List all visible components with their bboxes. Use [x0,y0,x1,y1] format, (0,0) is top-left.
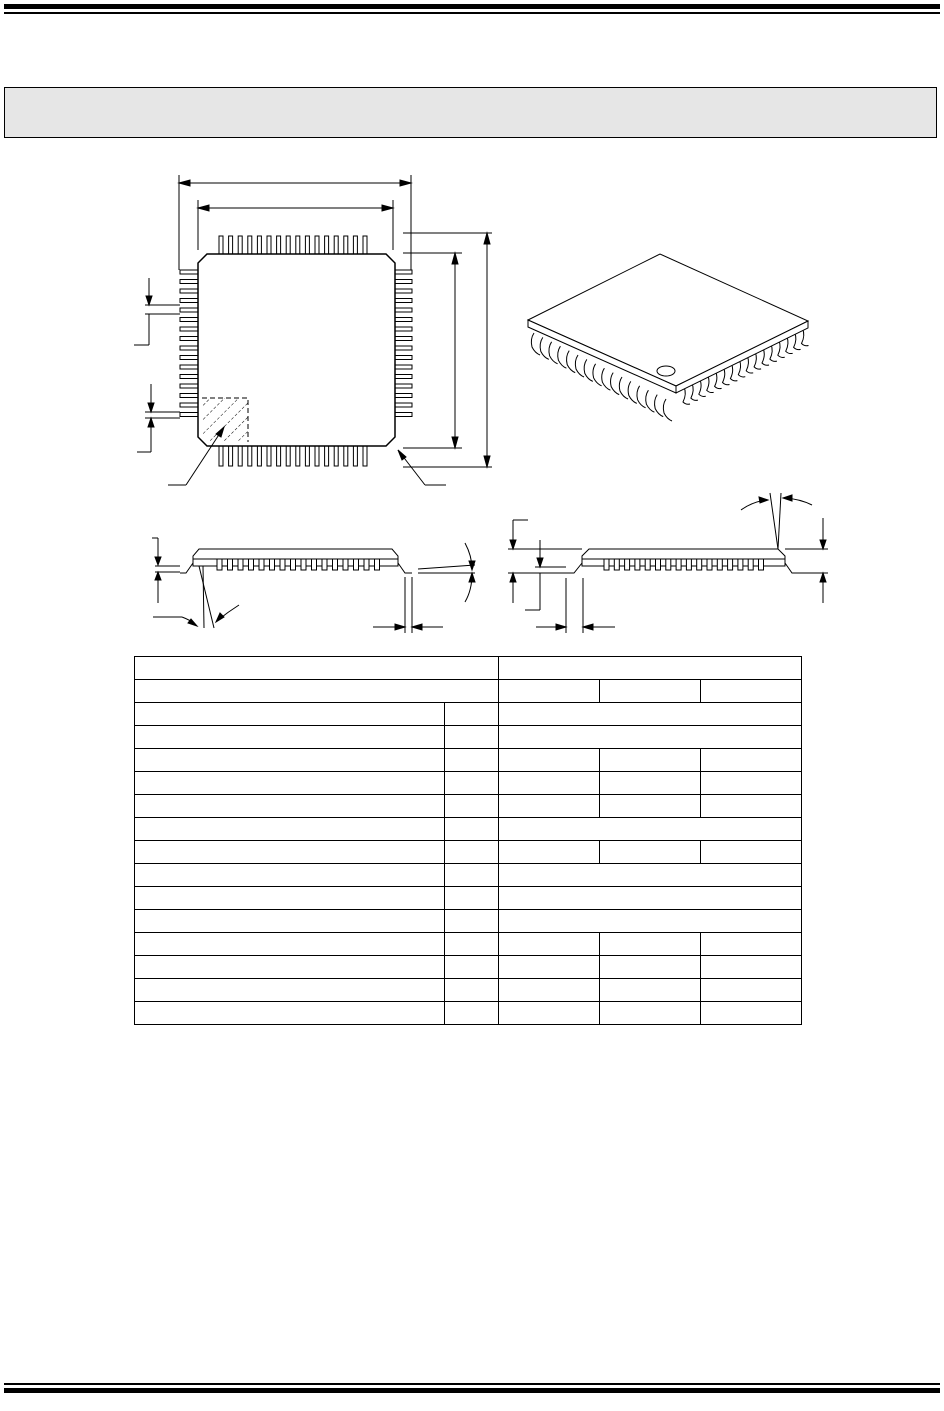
lead [645,559,650,570]
lead [558,346,567,368]
lead [180,327,198,331]
table-row [135,910,802,933]
dimension-name-cell [135,772,445,795]
top-view-leads-top [219,236,367,254]
lead [363,446,367,466]
lead [267,446,271,466]
lead [286,236,290,254]
lead [738,559,743,570]
lead [614,559,619,570]
lead [315,446,319,466]
lead [325,236,329,254]
table-row [135,703,802,726]
lead [180,394,198,398]
lead [333,559,338,570]
dimension-symbol-cell [445,956,499,979]
lead [180,318,198,322]
dimension-name-cell [135,795,445,818]
lead [353,446,357,466]
lead [531,333,540,355]
lead [280,559,285,570]
dimension-symbol-cell [445,818,499,841]
lead [395,289,412,293]
lead [635,559,640,570]
dimension-max-cell [701,749,802,772]
lead [343,559,348,570]
dimension-value-cell [499,864,802,887]
lead [286,446,290,466]
dimension-nom-cell [600,772,701,795]
lead [180,299,198,303]
dimension-value-cell [499,818,802,841]
lead [180,365,198,369]
lead [180,375,198,379]
dimension-nom-cell [600,1002,701,1025]
dimension-value-cell [499,910,802,933]
lead [686,559,691,570]
lead [296,446,300,466]
dimension-name-cell [135,864,445,887]
lead [395,299,412,303]
table-header-row-1 [135,657,802,680]
lead [180,403,198,407]
lead [334,446,338,466]
top-view-leads-right [395,270,412,417]
lead [395,280,412,284]
lead [248,446,252,466]
dimension-min-cell [499,933,600,956]
dimension-symbol-cell [445,910,499,933]
lead [697,559,702,570]
table-row [135,864,802,887]
table-header-row-2 [135,680,802,703]
lead [180,413,198,417]
dimension-value-cell [499,887,802,910]
lead [395,394,412,398]
dimension-symbol-cell [445,864,499,887]
lead [312,559,317,570]
lead [395,375,412,379]
lead [305,446,309,466]
lead [296,236,300,254]
lead [395,356,412,360]
dimension-name-cell [135,887,445,910]
lead [646,390,655,412]
lead [248,236,252,254]
lead [354,559,359,570]
lead [602,368,611,390]
lead [219,446,223,466]
table-row [135,956,802,979]
dimension-symbol-cell [445,979,499,1002]
lead [395,403,412,407]
lead [180,384,198,388]
lead [728,559,733,570]
dimension-name-cell [135,910,445,933]
min-header [499,680,600,703]
lead [717,559,722,570]
lead [604,559,609,570]
lead [395,318,412,322]
lead [217,559,222,570]
lead [325,446,329,466]
table-row [135,933,802,956]
lead [395,270,412,274]
limits-label-cell [135,680,499,703]
lead [238,446,242,466]
dimension-symbol-cell [445,795,499,818]
max-header [701,680,802,703]
limits-header [499,657,802,680]
lead [748,559,753,570]
lead [363,236,367,254]
dimension-symbol-cell [445,841,499,864]
lead [395,327,412,331]
dimension-symbol-cell [445,749,499,772]
lead [707,559,712,570]
dimension-symbol-cell [445,726,499,749]
lead [334,236,338,254]
lead [238,559,243,570]
lead [619,377,628,399]
bottom-rule-thick [4,1388,940,1393]
lead [395,308,412,312]
lead [344,446,348,466]
dimension-symbol-cell [445,1002,499,1025]
dimension-value-cell [499,703,802,726]
dimension-min-cell [499,772,600,795]
nom-header [600,680,701,703]
table-row [135,841,802,864]
lead [291,559,296,570]
lead [229,236,233,254]
lead [228,559,233,570]
lead [219,236,223,254]
lead [180,280,198,284]
dimension-name-cell [135,749,445,772]
lead [375,559,380,570]
dimension-max-cell [701,933,802,956]
top-view-leads-bottom [219,446,367,466]
dimension-max-cell [701,979,802,1002]
lead [249,559,254,570]
dimension-name-cell [135,956,445,979]
lead [277,236,281,254]
lead [305,236,309,254]
lead [180,337,198,341]
dimension-name-cell [135,933,445,956]
top-view-leads-left [180,270,198,417]
dimension-min-cell [499,749,600,772]
lead [395,384,412,388]
lead [637,386,646,408]
lead [676,559,681,570]
dimension-rows [135,703,802,1025]
lead [257,236,261,254]
dimension-min-cell [499,795,600,818]
dimension-name-cell [135,726,445,749]
lead [625,559,630,570]
lead [593,364,602,386]
lead [180,270,198,274]
dimension-name-cell [135,1002,445,1025]
dimension-min-cell [499,841,600,864]
lead [656,559,661,570]
lead [655,395,664,417]
lead [364,559,369,570]
side-view-left-drawing [152,538,475,633]
dimension-min-cell [499,979,600,1002]
lead [759,559,764,570]
lead [270,559,275,570]
top-view-drawing [134,175,492,485]
side-view-right-drawing [508,493,828,633]
table-row [135,795,802,818]
lead [628,381,637,403]
dimension-name-cell [135,818,445,841]
lead [257,446,261,466]
lead [301,559,306,570]
lead [395,337,412,341]
lead [344,236,348,254]
table-row [135,772,802,795]
table-row [135,1002,802,1025]
lead [666,559,671,570]
dimension-name-cell [135,841,445,864]
dimension-nom-cell [600,749,701,772]
pin1-index-area [202,398,248,442]
lead [584,359,593,381]
lead [259,559,264,570]
lead [229,446,233,466]
lead [395,365,412,369]
dimension-name-cell [135,979,445,1002]
dimension-symbol-cell [445,772,499,795]
lead [353,236,357,254]
lead [277,446,281,466]
dimension-nom-cell [600,979,701,1002]
lead [663,399,672,421]
lead [540,337,549,359]
table-row [135,726,802,749]
dimension-symbol-cell [445,703,499,726]
dimension-max-cell [701,1002,802,1025]
dimension-value-cell [499,726,802,749]
table-row [135,749,802,772]
lead [567,351,576,373]
lead [267,236,271,254]
lead [395,346,412,350]
dimension-max-cell [701,841,802,864]
lead [180,356,198,360]
lead [575,355,584,377]
lead [180,308,198,312]
lead [315,236,319,254]
lead [180,289,198,293]
dimension-min-cell [499,1002,600,1025]
isometric-view-drawing [528,254,809,421]
lead [395,413,412,417]
dimension-symbol-cell [445,887,499,910]
table-row [135,887,802,910]
lead [549,342,558,364]
dimension-max-cell [701,956,802,979]
lead [611,373,620,395]
dimension-max-cell [701,795,802,818]
table-row [135,979,802,1002]
dimension-min-cell [499,956,600,979]
dimension-max-cell [701,772,802,795]
lead [180,346,198,350]
dimension-table [134,656,802,1025]
dimension-nom-cell [600,795,701,818]
dimension-nom-cell [600,956,701,979]
lead [238,236,242,254]
dimension-symbol-cell [445,933,499,956]
dimension-name-cell [135,703,445,726]
lead [322,559,327,570]
dimension-nom-cell [600,933,701,956]
units-header [135,657,499,680]
dimension-nom-cell [600,841,701,864]
table-row [135,818,802,841]
bottom-rule-thin [4,1383,940,1385]
